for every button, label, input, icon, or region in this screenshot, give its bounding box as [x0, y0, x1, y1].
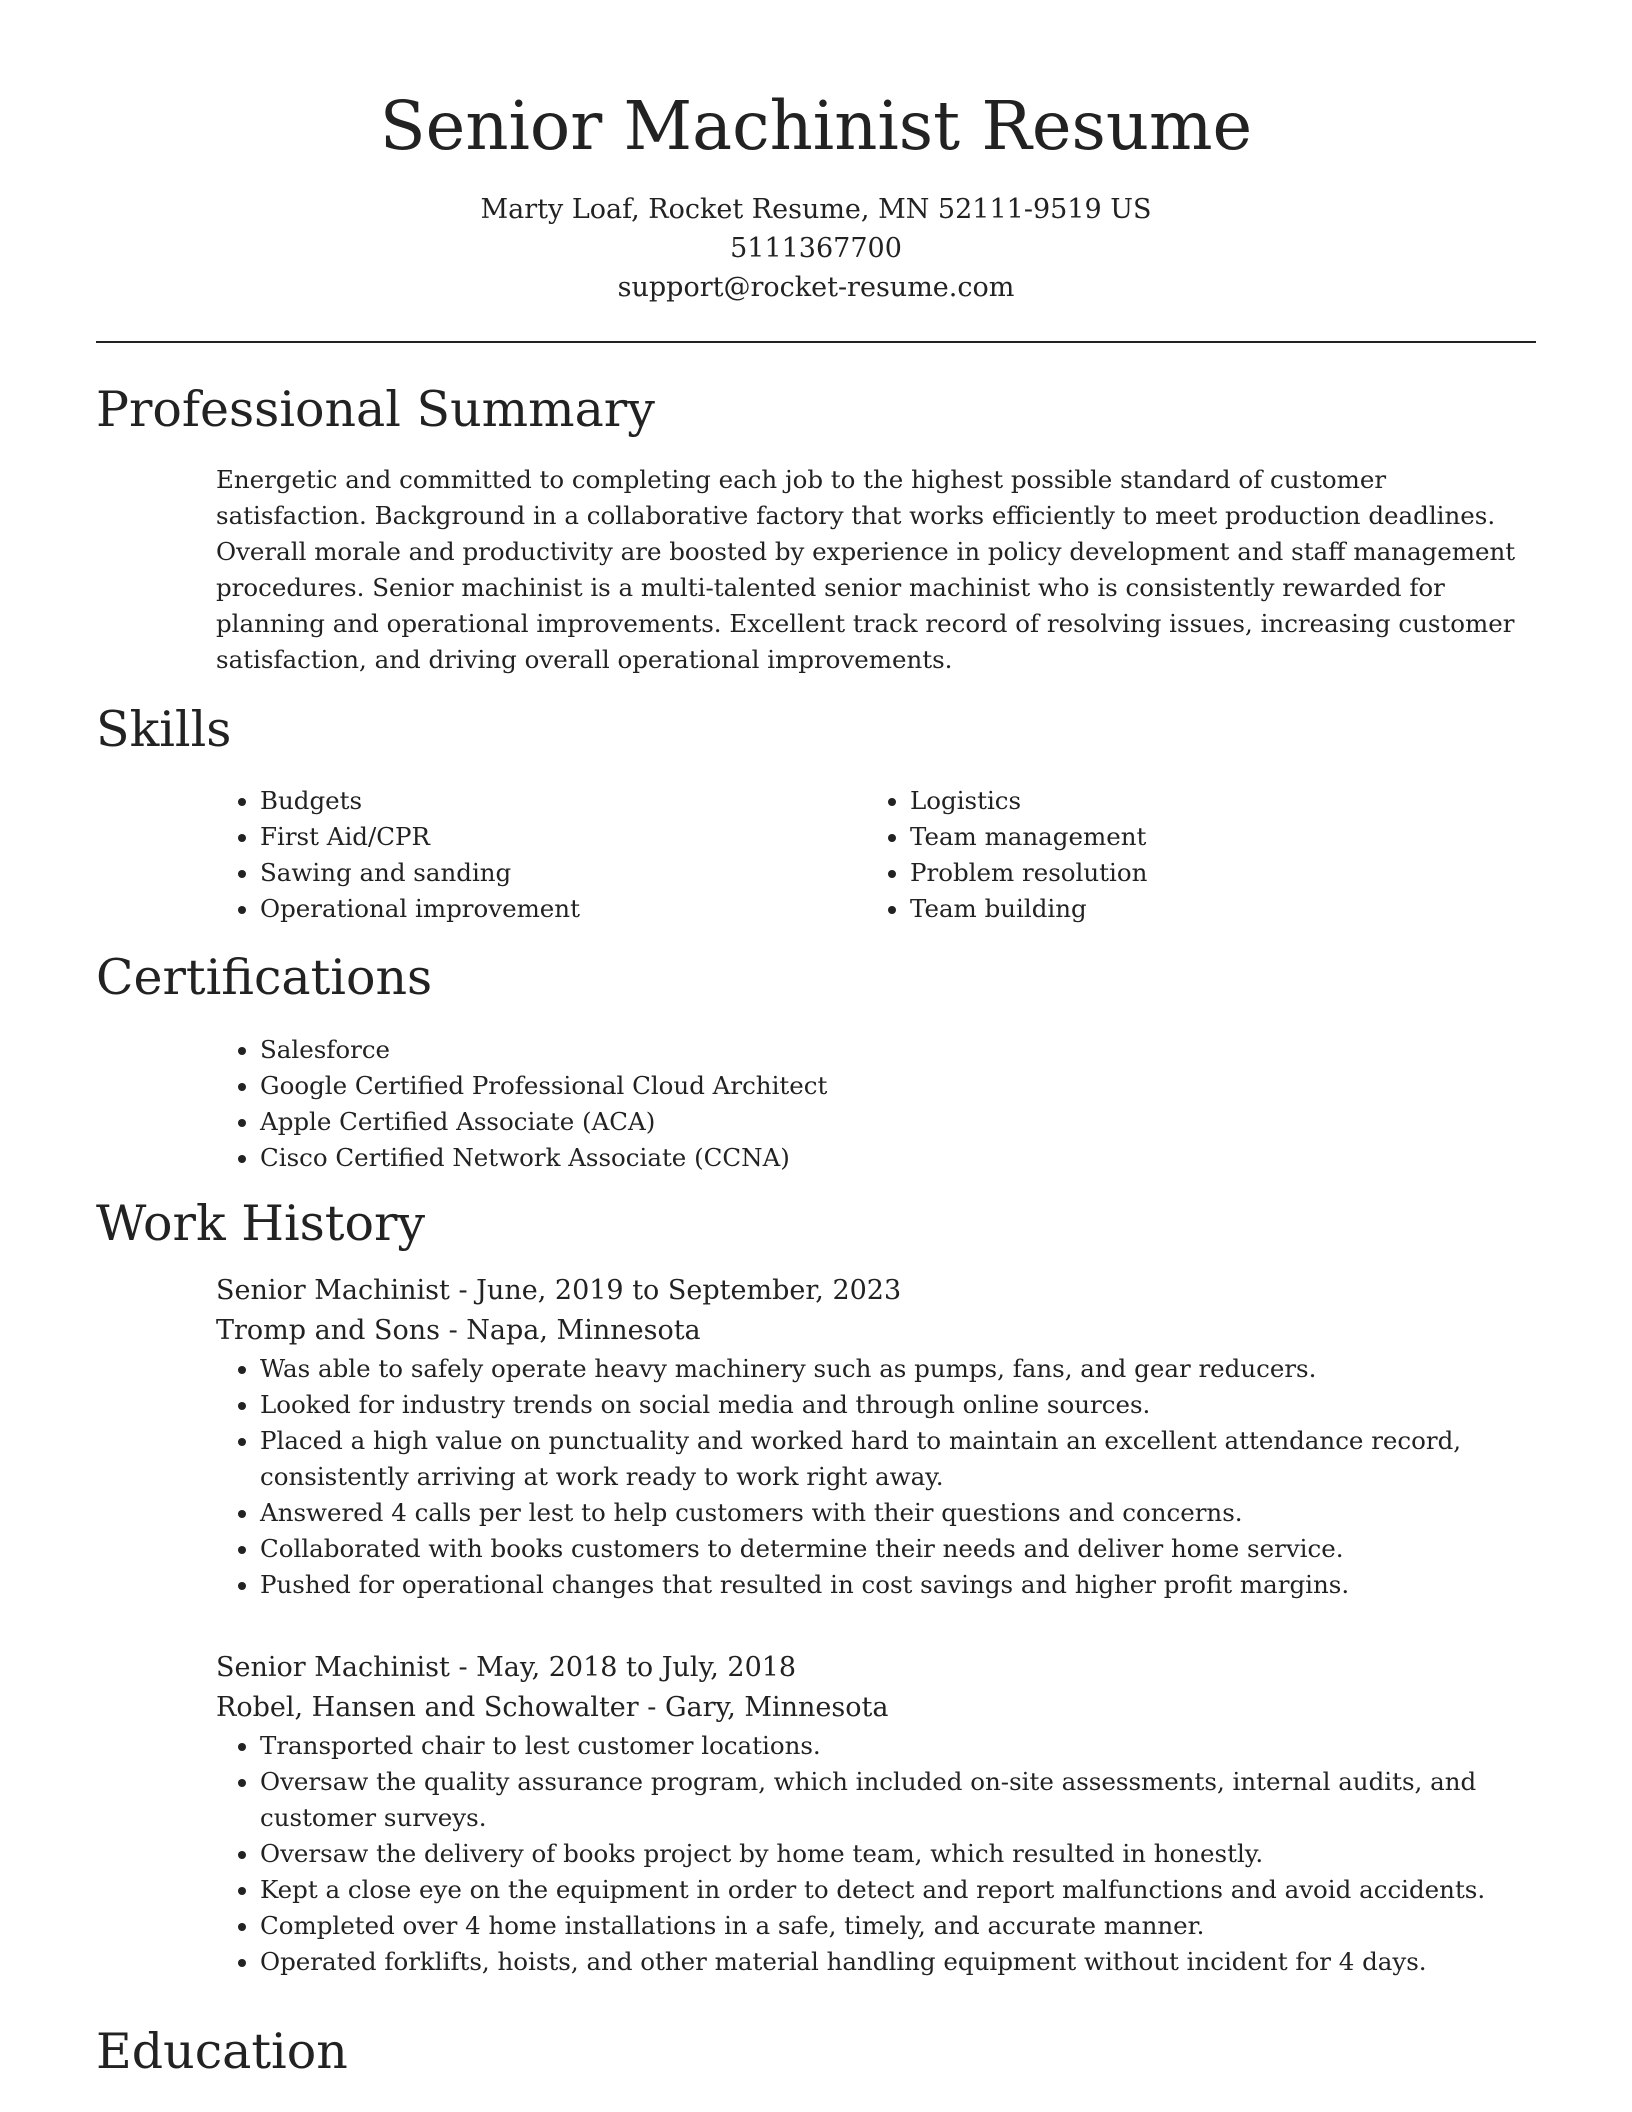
skill-item: • First Aid/CPR	[260, 819, 816, 855]
job-entry	[216, 1271, 1536, 1603]
contact-phone: 5111367700	[730, 233, 902, 264]
certification-item: • Salesforce	[260, 1032, 1516, 1068]
certifications-block	[216, 1032, 1516, 1176]
job-company-line: Robel, Hansen and Schowalter - Gary, Minnesota	[216, 1692, 889, 1723]
resume-title: Senior Machinist Resume	[379, 87, 1253, 165]
skill-item: • Sawing and sanding	[260, 855, 816, 891]
section-heading-work-history: Work History	[96, 1195, 426, 1252]
job-bullet: • Pushed for operational changes that resulted in cost savings and higher profit margins.	[260, 1567, 1536, 1603]
job-bullet: • Transported chair to lest customer locations.	[260, 1728, 1536, 1764]
job-bullet: • Answered 4 calls per lest to help customers with their questions and concerns.	[260, 1495, 1536, 1531]
job-bullet: • Oversaw the quality assurance program, which included on-site assessments, internal audits, and customer surveys.	[260, 1764, 1536, 1836]
job-bullet: • Was able to safely operate heavy machinery such as pumps, fans, and gear reducers.	[260, 1351, 1536, 1387]
section-heading-certifications: Certifications	[96, 949, 433, 1006]
contact-address: Marty Loaf, Rocket Resume, MN 52111-9519 US	[480, 194, 1152, 225]
skills-column-left	[216, 783, 816, 927]
skills-column-right	[866, 783, 1466, 927]
job-bullet: • Placed a high value on punctuality and worked hard to maintain an excellent attendance record, consistently arriving at work ready to work right away.	[260, 1423, 1536, 1495]
certification-item: • Cisco Certified Network Associate (CCNA)	[260, 1140, 1516, 1176]
section-heading-education: Education	[96, 2023, 348, 2080]
section-heading-skills: Skills	[96, 701, 232, 758]
contact-email: support@rocket-resume.com	[617, 272, 1015, 303]
job-bullet: • Collaborated with books customers to determine their needs and deliver home service.	[260, 1531, 1536, 1567]
skill-item: • Team building	[910, 891, 1466, 927]
job-entry	[216, 1648, 1536, 1980]
job-bullet-list	[216, 1728, 1536, 1980]
job-company-line: Tromp and Sons - Napa, Minnesota	[216, 1315, 701, 1346]
certifications-list	[216, 1032, 1516, 1176]
skills-list-left	[216, 783, 816, 927]
job-title-line: Senior Machinist - June, 2019 to September, 2023	[216, 1275, 902, 1306]
job-title-line: Senior Machinist - May, 2018 to July, 2018	[216, 1652, 797, 1683]
skill-item: • Operational improvement	[260, 891, 816, 927]
job-bullet: • Looked for industry trends on social media and through online sources.	[260, 1387, 1536, 1423]
skill-item: • Team management	[910, 819, 1466, 855]
skill-item: • Budgets	[260, 783, 816, 819]
job-bullet: • Completed over 4 home installations in a safe, timely, and accurate manner.	[260, 1908, 1536, 1944]
contact-block	[0, 190, 1632, 307]
job-bullet: • Oversaw the delivery of books project by home team, which resulted in honestly.	[260, 1836, 1536, 1872]
section-heading-summary: Professional Summary	[96, 381, 655, 438]
job-bullet-list	[216, 1351, 1536, 1603]
skills-list-right	[866, 783, 1466, 927]
job-bullet: • Kept a close eye on the equipment in order to detect and report malfunctions and avoid accidents.	[260, 1872, 1536, 1908]
header-divider	[96, 341, 1536, 343]
certification-item: • Apple Certified Associate (ACA)	[260, 1104, 1516, 1140]
summary-text: Energetic and committed to completing each job to the highest possible standard of customer satisfaction. Background in a collaborative factory that works efficiently to meet production deadlines. Overall morale and productivity are boosted by experience in policy development and staff management procedures. Senior machinist is a multi-talented senior machinist who is consistently rewarded for planning and operational improvements. Excellent track record of resolving issues, increasing customer satisfaction, and driving overall operational improvements.	[216, 465, 1516, 674]
certification-item: • Google Certified Professional Cloud Architect	[260, 1068, 1516, 1104]
skill-item: • Problem resolution	[910, 855, 1466, 891]
job-bullet: • Operated forklifts, hoists, and other material handling equipment without incident for 4 days.	[260, 1944, 1536, 1980]
skill-item: • Logistics	[910, 783, 1466, 819]
